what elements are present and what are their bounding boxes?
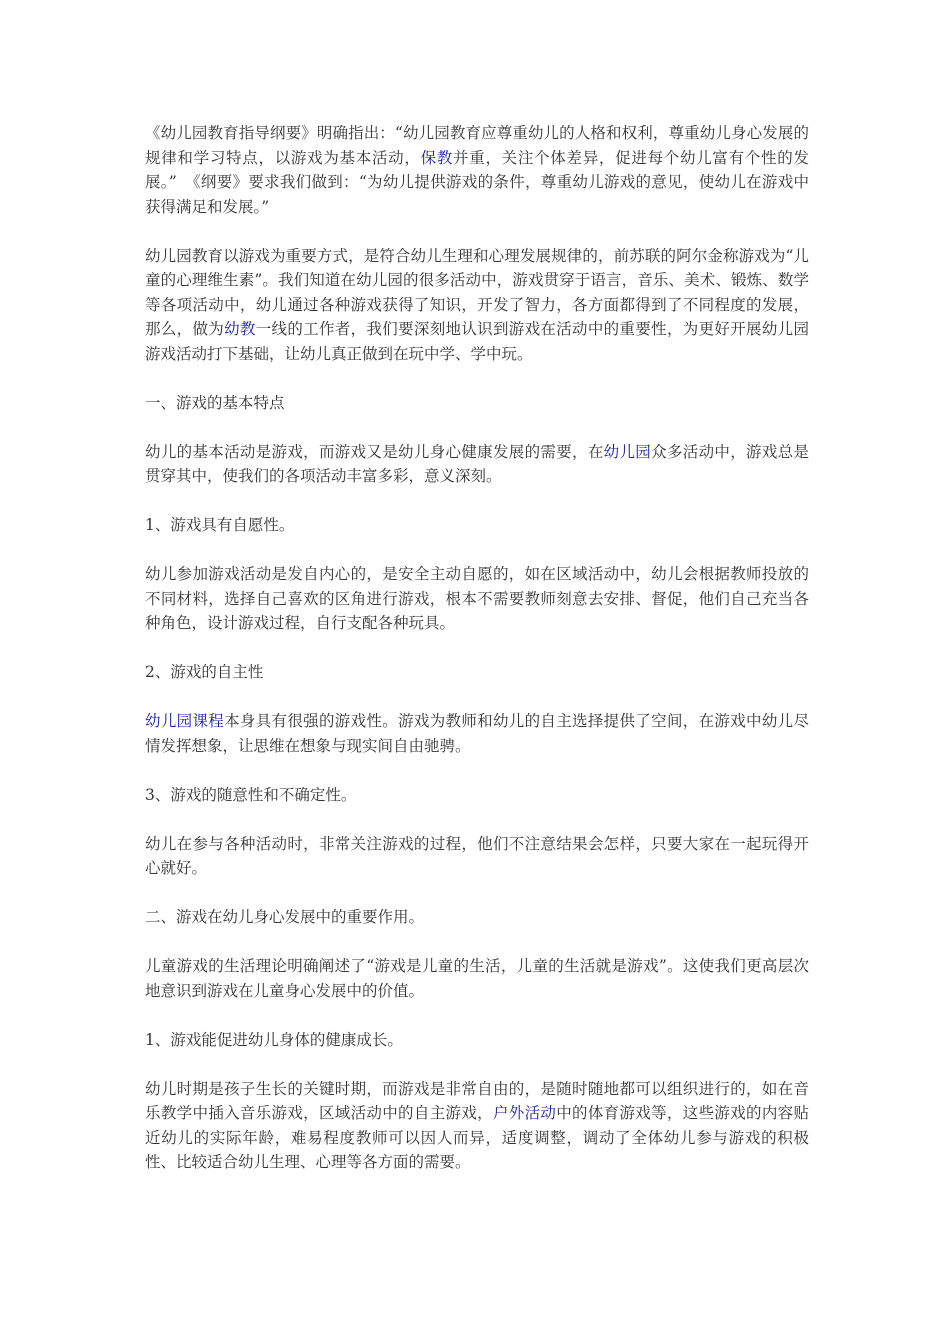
basic-activity-paragraph bbox=[145, 440, 809, 489]
text-segment: 幼儿参加游戏活动是发自内心的，是安全主动自愿的，如在区域活动中，幼儿会根据教师投放的不同材料，选择自己喜欢的区角进行游戏，根本不需要教师刻意去安排、督促，他们自己充当各种角色，设计游戏过程，自行支配各种玩具。 bbox=[145, 565, 809, 632]
subheading-2-1 bbox=[145, 1028, 809, 1053]
document-page bbox=[145, 121, 809, 1175]
randomness-paragraph bbox=[145, 832, 809, 881]
inline-link[interactable]: 户外活动 bbox=[492, 1104, 557, 1122]
health-growth-paragraph bbox=[145, 1077, 809, 1175]
text-segment: 《幼儿园教育指导纲要》明确指出：“幼儿园教育应尊重幼儿的人格和权利，尊重幼儿身心发展的规律和学习特点，以游戏为基本活动， bbox=[145, 124, 809, 167]
text-segment: 幼儿时期是孩子生长的关键时期，而游戏是非常自由的，是随时随地都可以组织进行的，如在音乐教学中插入音乐游戏，区域活动中的自主游戏， bbox=[145, 1079, 809, 1122]
subheading-1-3 bbox=[145, 783, 809, 808]
inline-link[interactable]: 保教 bbox=[420, 148, 454, 167]
text-segment: 幼儿在参与各种活动时，非常关注游戏的过程，他们不注意结果会怎样，只要大家在一起玩得开心就好。 bbox=[145, 834, 809, 877]
text-segment: 二、游戏在幼儿身心发展中的重要作用。 bbox=[145, 908, 425, 926]
text-segment: 一线的工作者，我们要深刻地认识到游戏在活动中的重要性，为更好开展幼儿园游戏活动打下基础，让幼儿真正做到在玩中学、学中玩。 bbox=[145, 320, 809, 363]
voluntary-paragraph bbox=[145, 562, 809, 636]
text-segment: 众多活动中，游戏总是贯穿其中，使我们的各项活动丰富多彩，意义深刻。 bbox=[145, 442, 809, 485]
inline-link[interactable]: 幼儿园 bbox=[603, 442, 652, 461]
autonomy-paragraph bbox=[145, 709, 809, 758]
text-segment: 1、游戏具有自愿性。 bbox=[145, 516, 295, 534]
text-segment: 幼儿园教育以游戏为重要方式，是符合幼儿生理和心理发展规律的，前苏联的阿尔金称游戏为“儿童的心理维生素”。我们知道在幼儿园的很多活动中，游戏贯穿于语言，音乐、美术、锻炼、数学等各项活动中，幼儿通过各种游戏获得了知识，开发了智力，各方面都得到了不同程度的发展，那么，做为 bbox=[145, 246, 809, 338]
text-segment: 1、游戏能促进幼儿身体的健康成长。 bbox=[145, 1030, 403, 1049]
text-segment: 本身具有很强的游戏性。游戏为教师和幼儿的自主选择提供了空间，在游戏中幼儿尽情发挥想象，让思维在想象与现实间自由驰骋。 bbox=[145, 712, 809, 755]
game-importance-paragraph bbox=[145, 244, 809, 367]
intro-paragraph bbox=[145, 121, 809, 219]
text-segment: 幼儿的基本活动是游戏，而游戏又是幼儿身心健康发展的需要，在 bbox=[145, 442, 604, 461]
subheading-1-2 bbox=[145, 660, 809, 685]
inline-link[interactable]: 幼教 bbox=[224, 320, 256, 338]
life-theory-paragraph bbox=[145, 954, 809, 1003]
text-segment: 一、游戏的基本特点 bbox=[145, 393, 285, 412]
section-heading-2 bbox=[145, 905, 809, 930]
inline-link[interactable]: 幼儿园课程 bbox=[145, 712, 225, 730]
text-segment: 儿童游戏的生活理论明确阐述了“游戏是儿童的生活，儿童的生活就是游戏”。这使我们更高层次地意识到游戏在儿童身心发展中的价值。 bbox=[145, 957, 809, 1000]
text-segment: 3、游戏的随意性和不确定性。 bbox=[145, 785, 357, 804]
text-segment: 2、游戏的自主性 bbox=[145, 663, 264, 681]
section-heading-1 bbox=[145, 391, 809, 416]
text-segment: 并重，关注个体差异，促进每个幼儿富有个性的发展。” 《纲要》要求我们做到：“为幼儿提供游戏的条件，尊重幼儿游戏的意见，使幼儿在游戏中获得满足和发展。” bbox=[145, 148, 809, 216]
subheading-1-1 bbox=[145, 513, 809, 538]
text-segment: 中的体育游戏等，这些游戏的内容贴近幼儿的实际年龄，难易程度教师可以因人而异，适度调整，调动了全体幼儿参与游戏的积极性、比较适合幼儿生理、心理等各方面的需要。 bbox=[145, 1104, 809, 1171]
